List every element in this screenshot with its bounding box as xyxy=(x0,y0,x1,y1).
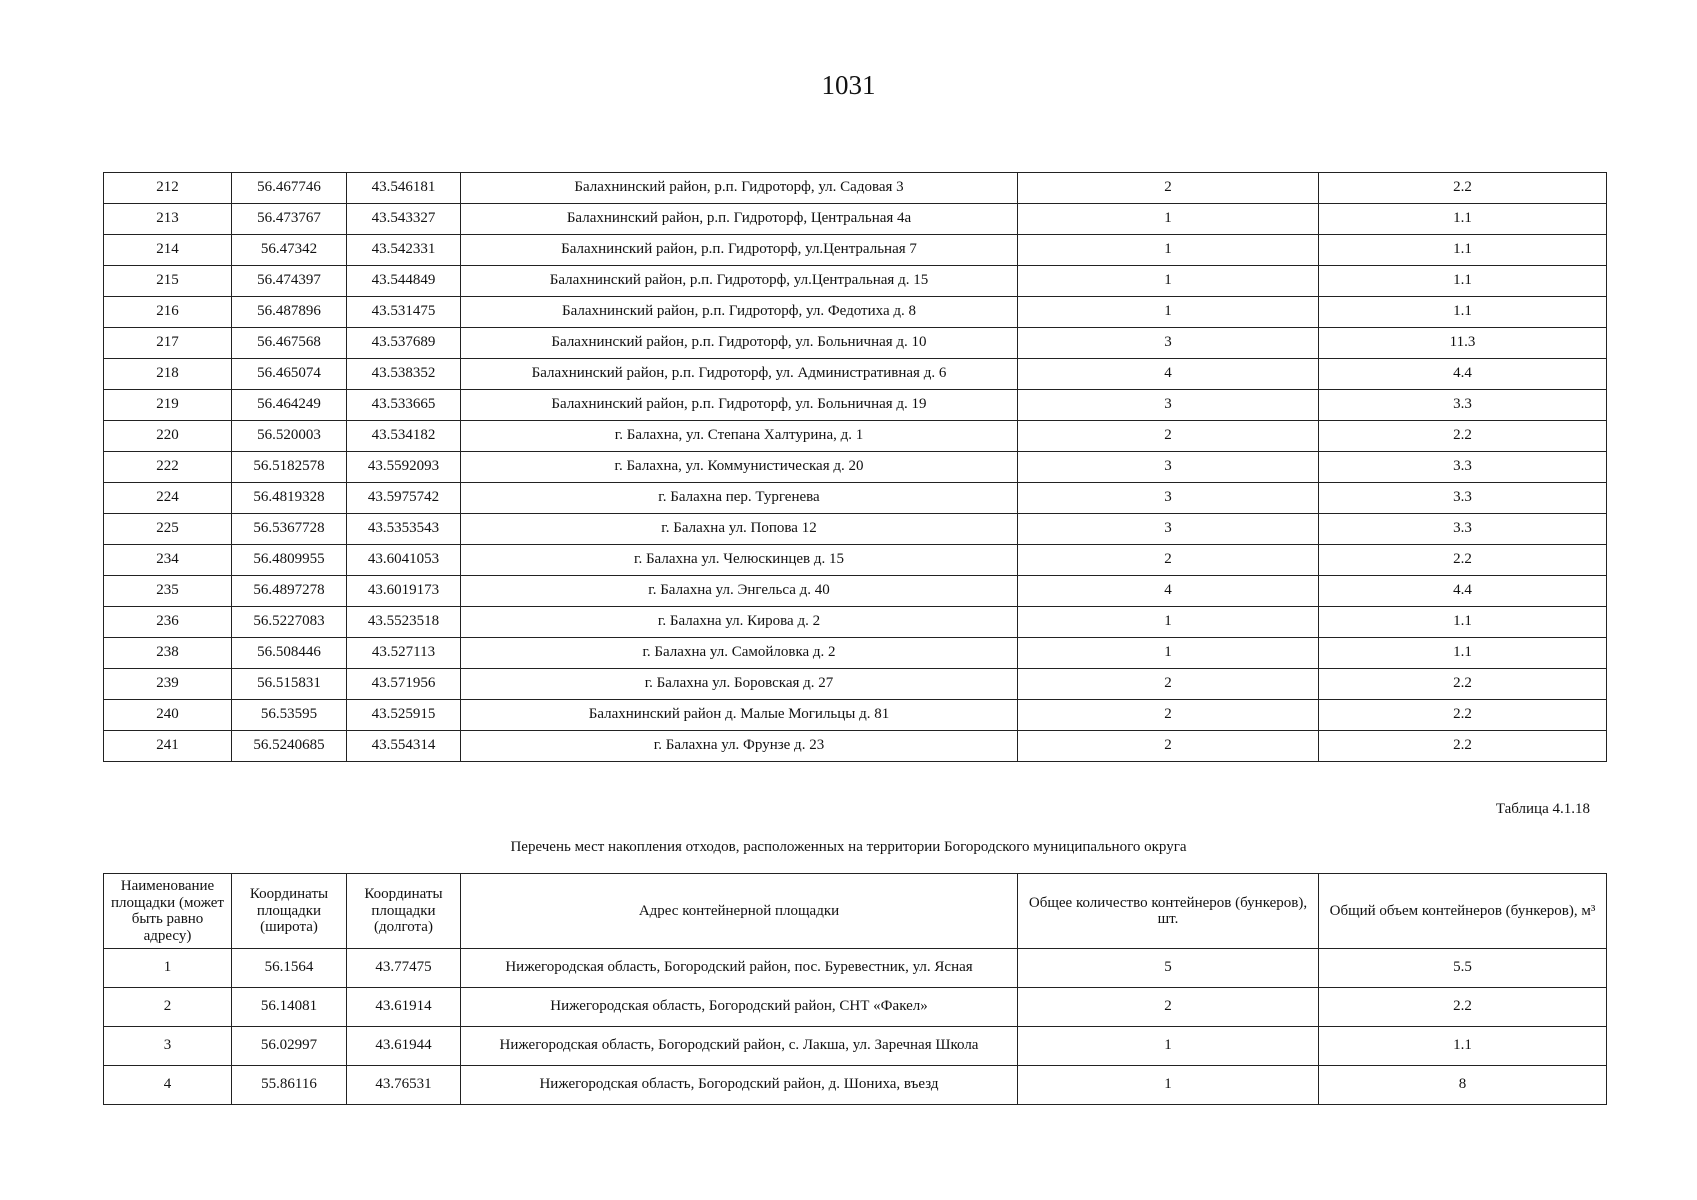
cell-container-volume: 1.1 xyxy=(1319,266,1607,297)
cell-site-id: 238 xyxy=(104,638,232,669)
cell-address: г. Балахна, ул. Степана Халтурина, д. 1 xyxy=(461,421,1018,452)
cell-latitude: 56.465074 xyxy=(232,359,347,390)
cell-latitude: 56.467746 xyxy=(232,173,347,204)
cell-latitude: 55.86116 xyxy=(232,1066,347,1105)
cell-container-count: 5 xyxy=(1018,949,1319,988)
table-row xyxy=(104,204,1607,235)
cell-latitude: 56.520003 xyxy=(232,421,347,452)
cell-container-volume: 3.3 xyxy=(1319,390,1607,421)
cell-container-volume: 2.2 xyxy=(1319,545,1607,576)
table-row xyxy=(104,731,1607,762)
cell-container-count: 3 xyxy=(1018,514,1319,545)
table-row xyxy=(104,545,1607,576)
cell-address: Балахнинский район, р.п. Гидроторф, Центральная 4а xyxy=(461,204,1018,235)
cell-container-count: 1 xyxy=(1018,1066,1319,1105)
cell-site-id: 4 xyxy=(104,1066,232,1105)
cell-latitude: 56.4809955 xyxy=(232,545,347,576)
table-row xyxy=(104,173,1607,204)
cell-site-id: 239 xyxy=(104,669,232,700)
upper-table xyxy=(103,172,1607,762)
cell-site-id: 225 xyxy=(104,514,232,545)
cell-latitude: 56.5182578 xyxy=(232,452,347,483)
cell-container-count: 2 xyxy=(1018,669,1319,700)
cell-container-volume: 2.2 xyxy=(1319,988,1607,1027)
cell-address: Балахнинский район, р.п. Гидроторф, ул. Федотиха д. 8 xyxy=(461,297,1018,328)
cell-address: Балахнинский район, р.п. Гидроторф, ул. Больничная д. 10 xyxy=(461,328,1018,359)
cell-container-volume: 11.3 xyxy=(1319,328,1607,359)
page-number: 1031 xyxy=(821,70,876,100)
cell-site-id: 240 xyxy=(104,700,232,731)
cell-container-count: 1 xyxy=(1018,607,1319,638)
cell-longitude: 43.537689 xyxy=(347,328,461,359)
cell-container-count: 2 xyxy=(1018,545,1319,576)
cell-longitude: 43.77475 xyxy=(347,949,461,988)
cell-site-id: 213 xyxy=(104,204,232,235)
cell-longitude: 43.6041053 xyxy=(347,545,461,576)
cell-container-count: 1 xyxy=(1018,266,1319,297)
table-row xyxy=(104,235,1607,266)
cell-longitude: 43.544849 xyxy=(347,266,461,297)
cell-container-count: 1 xyxy=(1018,297,1319,328)
cell-address: г. Балахна, ул. Коммунистическая д. 20 xyxy=(461,452,1018,483)
table-caption: Таблица 4.1.18 xyxy=(1495,801,1590,817)
cell-container-volume: 1.1 xyxy=(1319,204,1607,235)
cell-latitude: 56.4819328 xyxy=(232,483,347,514)
cell-address: г. Балахна ул. Челюскинцев д. 15 xyxy=(461,545,1018,576)
table-heading: Перечень мест накопления отходов, расположенных на территории Богородского муниципального округа xyxy=(510,839,1187,855)
cell-site-id: 3 xyxy=(104,1027,232,1066)
cell-longitude: 43.527113 xyxy=(347,638,461,669)
cell-container-volume: 4.4 xyxy=(1319,359,1607,390)
cell-site-id: 2 xyxy=(104,988,232,1027)
cell-address: г. Балахна ул. Кирова д. 2 xyxy=(461,607,1018,638)
table-row xyxy=(104,297,1607,328)
table-row xyxy=(104,421,1607,452)
header-address: Адрес контейнерной площадки xyxy=(461,874,1018,949)
cell-longitude: 43.5592093 xyxy=(347,452,461,483)
cell-address: Нижегородская область, Богородский район, пос. Буревестник, ул. Ясная xyxy=(461,949,1018,988)
cell-site-id: 212 xyxy=(104,173,232,204)
lower-table-body xyxy=(104,949,1607,1105)
cell-container-count: 2 xyxy=(1018,421,1319,452)
cell-latitude: 56.47342 xyxy=(232,235,347,266)
cell-address: г. Балахна ул. Попова 12 xyxy=(461,514,1018,545)
cell-longitude: 43.554314 xyxy=(347,731,461,762)
cell-latitude: 56.4897278 xyxy=(232,576,347,607)
cell-container-volume: 3.3 xyxy=(1319,514,1607,545)
cell-latitude: 56.464249 xyxy=(232,390,347,421)
lower-table xyxy=(103,873,1607,1105)
cell-longitude: 43.538352 xyxy=(347,359,461,390)
cell-site-id: 216 xyxy=(104,297,232,328)
cell-longitude: 43.5975742 xyxy=(347,483,461,514)
cell-site-id: 215 xyxy=(104,266,232,297)
cell-longitude: 43.543327 xyxy=(347,204,461,235)
table-row xyxy=(104,607,1607,638)
cell-longitude: 43.546181 xyxy=(347,173,461,204)
cell-container-count: 1 xyxy=(1018,1027,1319,1066)
cell-latitude: 56.14081 xyxy=(232,988,347,1027)
cell-address: г. Балахна ул. Самойловка д. 2 xyxy=(461,638,1018,669)
header-site-name: Наименование площадки (может быть равно адресу) xyxy=(104,874,232,949)
cell-latitude: 56.473767 xyxy=(232,204,347,235)
cell-longitude: 43.525915 xyxy=(347,700,461,731)
cell-longitude: 43.5353543 xyxy=(347,514,461,545)
cell-latitude: 56.467568 xyxy=(232,328,347,359)
cell-site-id: 234 xyxy=(104,545,232,576)
cell-address: Нижегородская область, Богородский район, СНТ «Факел» xyxy=(461,988,1018,1027)
cell-latitude: 56.5240685 xyxy=(232,731,347,762)
cell-site-id: 214 xyxy=(104,235,232,266)
cell-container-volume: 2.2 xyxy=(1319,421,1607,452)
table-row xyxy=(104,576,1607,607)
table-row xyxy=(104,669,1607,700)
cell-container-volume: 2.2 xyxy=(1319,700,1607,731)
cell-longitude: 43.531475 xyxy=(347,297,461,328)
cell-container-count: 4 xyxy=(1018,359,1319,390)
cell-site-id: 218 xyxy=(104,359,232,390)
cell-site-id: 241 xyxy=(104,731,232,762)
cell-latitude: 56.508446 xyxy=(232,638,347,669)
cell-site-id: 235 xyxy=(104,576,232,607)
cell-container-volume: 3.3 xyxy=(1319,452,1607,483)
cell-container-count: 2 xyxy=(1018,700,1319,731)
table-row xyxy=(104,359,1607,390)
table-row xyxy=(104,638,1607,669)
cell-longitude: 43.61944 xyxy=(347,1027,461,1066)
cell-container-count: 4 xyxy=(1018,576,1319,607)
cell-address: Балахнинский район, р.п. Гидроторф, ул. Садовая 3 xyxy=(461,173,1018,204)
table-row xyxy=(104,949,1607,988)
cell-container-volume: 2.2 xyxy=(1319,173,1607,204)
cell-container-count: 1 xyxy=(1018,638,1319,669)
cell-site-id: 217 xyxy=(104,328,232,359)
cell-site-id: 220 xyxy=(104,421,232,452)
cell-container-volume: 1.1 xyxy=(1319,235,1607,266)
table-row xyxy=(104,452,1607,483)
cell-container-volume: 3.3 xyxy=(1319,483,1607,514)
table-row xyxy=(104,1027,1607,1066)
cell-address: Балахнинский район д. Малые Могильцы д. 81 xyxy=(461,700,1018,731)
cell-container-count: 3 xyxy=(1018,390,1319,421)
cell-latitude: 56.1564 xyxy=(232,949,347,988)
cell-address: Балахнинский район, р.п. Гидроторф, ул.Центральная 7 xyxy=(461,235,1018,266)
cell-container-count: 1 xyxy=(1018,235,1319,266)
cell-address: г. Балахна ул. Энгельса д. 40 xyxy=(461,576,1018,607)
cell-container-count: 2 xyxy=(1018,731,1319,762)
cell-latitude: 56.474397 xyxy=(232,266,347,297)
cell-address: Нижегородская область, Богородский район, д. Шониха, въезд xyxy=(461,1066,1018,1105)
table-row xyxy=(104,266,1607,297)
cell-container-volume: 1.1 xyxy=(1319,607,1607,638)
cell-container-volume: 1.1 xyxy=(1319,638,1607,669)
cell-address: Балахнинский район, р.п. Гидроторф, ул. Административная д. 6 xyxy=(461,359,1018,390)
header-latitude: Координаты площадки (широта) xyxy=(232,874,347,949)
cell-container-count: 3 xyxy=(1018,452,1319,483)
cell-longitude: 43.571956 xyxy=(347,669,461,700)
cell-site-id: 1 xyxy=(104,949,232,988)
cell-latitude: 56.53595 xyxy=(232,700,347,731)
lower-table-header-row xyxy=(104,874,1607,949)
header-container-count: Общее количество контейнеров (бункеров), шт. xyxy=(1018,874,1319,949)
cell-longitude: 43.61914 xyxy=(347,988,461,1027)
cell-container-count: 3 xyxy=(1018,483,1319,514)
cell-container-volume: 2.2 xyxy=(1319,669,1607,700)
table-row xyxy=(104,483,1607,514)
table-row xyxy=(104,988,1607,1027)
cell-site-id: 236 xyxy=(104,607,232,638)
cell-container-volume: 4.4 xyxy=(1319,576,1607,607)
cell-address: Нижегородская область, Богородский район, с. Лакша, ул. Заречная Школа xyxy=(461,1027,1018,1066)
cell-container-count: 2 xyxy=(1018,988,1319,1027)
header-container-volume: Общий объем контейнеров (бункеров), м³ xyxy=(1319,874,1607,949)
cell-site-id: 219 xyxy=(104,390,232,421)
cell-address: г. Балахна ул. Фрунзе д. 23 xyxy=(461,731,1018,762)
cell-container-volume: 1.1 xyxy=(1319,297,1607,328)
header-longitude: Координаты площадки (долгота) xyxy=(347,874,461,949)
cell-longitude: 43.533665 xyxy=(347,390,461,421)
cell-container-volume: 2.2 xyxy=(1319,731,1607,762)
cell-container-count: 2 xyxy=(1018,173,1319,204)
cell-longitude: 43.534182 xyxy=(347,421,461,452)
cell-latitude: 56.487896 xyxy=(232,297,347,328)
cell-container-count: 3 xyxy=(1018,328,1319,359)
cell-longitude: 43.5523518 xyxy=(347,607,461,638)
cell-latitude: 56.5367728 xyxy=(232,514,347,545)
cell-longitude: 43.542331 xyxy=(347,235,461,266)
cell-address: Балахнинский район, р.п. Гидроторф, ул. Больничная д. 19 xyxy=(461,390,1018,421)
cell-latitude: 56.02997 xyxy=(232,1027,347,1066)
table-row xyxy=(104,390,1607,421)
cell-address: г. Балахна ул. Боровская д. 27 xyxy=(461,669,1018,700)
cell-latitude: 56.5227083 xyxy=(232,607,347,638)
cell-container-volume: 8 xyxy=(1319,1066,1607,1105)
table-row xyxy=(104,1066,1607,1105)
cell-longitude: 43.76531 xyxy=(347,1066,461,1105)
cell-site-id: 222 xyxy=(104,452,232,483)
cell-site-id: 224 xyxy=(104,483,232,514)
cell-address: г. Балахна пер. Тургенева xyxy=(461,483,1018,514)
table-row xyxy=(104,514,1607,545)
table-row xyxy=(104,700,1607,731)
cell-container-volume: 1.1 xyxy=(1319,1027,1607,1066)
cell-container-count: 1 xyxy=(1018,204,1319,235)
cell-address: Балахнинский район, р.п. Гидроторф, ул.Центральная д. 15 xyxy=(461,266,1018,297)
cell-latitude: 56.515831 xyxy=(232,669,347,700)
cell-container-volume: 5.5 xyxy=(1319,949,1607,988)
table-row xyxy=(104,328,1607,359)
upper-table-body xyxy=(104,173,1607,762)
cell-longitude: 43.6019173 xyxy=(347,576,461,607)
